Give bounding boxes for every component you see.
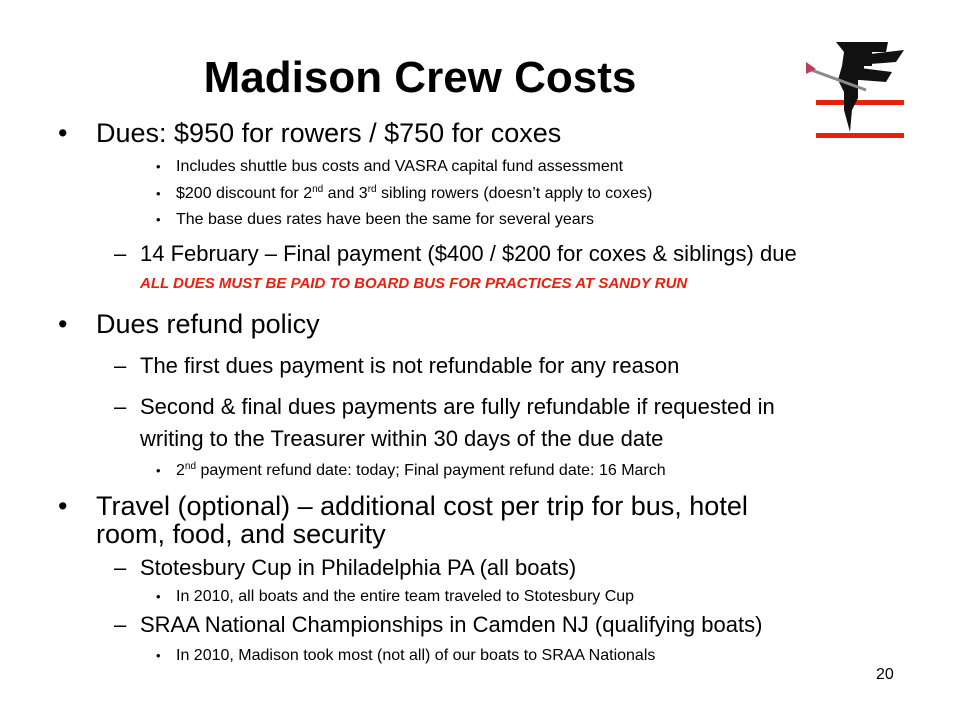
bullet: •	[156, 463, 161, 478]
bullet: •	[156, 589, 161, 604]
dues-sibling-discount: $200 discount for 2nd and 3rd sibling rowers (doesn’t apply to coxes)	[176, 184, 653, 202]
dues-warning: ALL DUES MUST BE PAID TO BOARD BUS FOR PRACTICES AT SANDY RUN	[140, 275, 688, 292]
travel-sraa-note: In 2010, Madison took most (not all) of our boats to SRAA Nationals	[176, 647, 656, 664]
dues-final-payment: 14 February – Final payment ($400 / $200 for coxes & siblings) due	[140, 241, 797, 266]
bullet: •	[58, 118, 68, 148]
dash: –	[114, 555, 127, 580]
dues-shuttle-note: Includes shuttle bus costs and VASRA capital fund assessment	[176, 158, 624, 175]
travel-sraa: SRAA National Championships in Camden NJ (qualifying boats)	[140, 612, 763, 637]
bullet: •	[58, 309, 68, 339]
madison-warhawk-logo-icon	[806, 40, 910, 140]
refund-policy-line1: Second & final dues payments are fully refundable if requested in	[140, 394, 775, 419]
bullet: •	[156, 212, 161, 227]
dash: –	[114, 241, 127, 266]
refund-policy-line2: writing to the Treasurer within 30 days of the due date	[140, 426, 664, 451]
travel-heading-line2: room, food, and security	[96, 519, 386, 549]
bullet: •	[156, 648, 161, 663]
bullet: •	[156, 159, 161, 174]
dash: –	[114, 353, 127, 378]
refund-first-payment: The first dues payment is not refundable for any reason	[140, 353, 680, 378]
dash: –	[114, 612, 127, 637]
refund-dates: 2nd payment refund date: today; Final payment refund date: 16 March	[176, 461, 666, 479]
dash: –	[114, 394, 127, 419]
bullet: •	[156, 186, 161, 201]
page-number: 20	[876, 666, 894, 683]
travel-stotesbury-note: In 2010, all boats and the entire team traveled to Stotesbury Cup	[176, 588, 635, 605]
slide-title: Madison Crew Costs	[203, 53, 637, 102]
travel-stotesbury: Stotesbury Cup in Philadelphia PA (all boats)	[140, 555, 577, 580]
refund-heading: Dues refund policy	[96, 309, 320, 339]
travel-heading-line1: Travel (optional) – additional cost per trip for bus, hotel	[96, 491, 748, 521]
dues-heading: Dues: $950 for rowers / $750 for coxes	[96, 118, 562, 148]
bullet: •	[58, 491, 68, 521]
dues-base-rates-note: The base dues rates have been the same for several years	[176, 211, 595, 228]
